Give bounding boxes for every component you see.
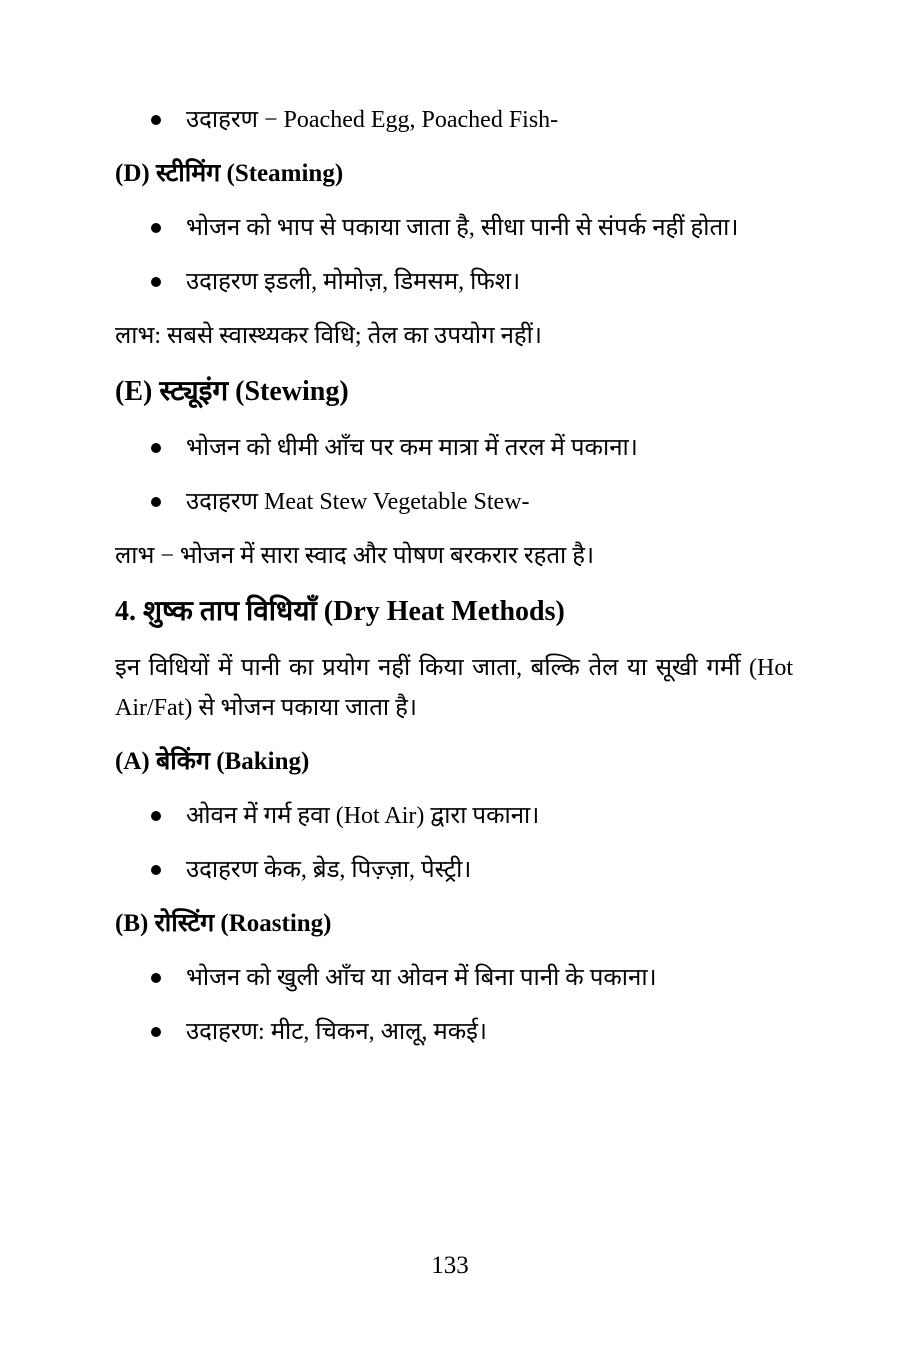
- list-item-text: उदाहरण इडली, मोमोज़, डिमसम, फिश।: [186, 269, 521, 295]
- bullet-icon: [151, 973, 161, 983]
- section-heading-steaming: (D) स्टीमिंग (Steaming): [115, 160, 344, 187]
- section-heading-baking: (A) बेकिंग (Baking): [115, 748, 310, 775]
- page-content: [115, 100, 793, 1066]
- list-item: [115, 1012, 793, 1052]
- list-item-text: उदाहरण Meat Stew Vegetable Stew-: [186, 489, 530, 515]
- intro-paragraph-dry-heat: इन विधियों में पानी का प्रयोग नहीं किया जाता, बल्कि तेल या सूखी गर्मी (Hot Air/Fat) से भोजन पकाया जाता है।: [115, 655, 793, 721]
- benefit-note-steaming: लाभ: सबसे स्वास्थ्यकर विधि; तेल का उपयोग नहीं।: [115, 323, 542, 349]
- list-item: [115, 428, 793, 468]
- bullet-icon: [151, 497, 161, 507]
- list-item-text: भोजन को खुली आँच या ओवन में बिना पानी के पकाना।: [186, 965, 657, 991]
- list-item-text: भोजन को धीमी आँच पर कम मात्रा में तरल में पकाना।: [186, 435, 638, 461]
- list-item: [115, 850, 793, 890]
- list-item-text: उदाहरण: मीट, चिकन, आलू, मकई।: [186, 1019, 488, 1045]
- list-item-text: ओवन में गर्म हवा (Hot Air) द्वारा पकाना।: [186, 803, 540, 829]
- bullet-icon: [151, 443, 161, 453]
- list-item: [115, 208, 793, 248]
- list-item: [115, 100, 793, 140]
- bullet-icon: [151, 115, 161, 125]
- list-item-text: उदाहरण − Poached Egg, Poached Fish-: [186, 107, 559, 133]
- page-number: 133: [431, 1252, 469, 1279]
- section-heading-roasting: (B) रोस्टिंग (Roasting): [115, 910, 332, 937]
- bullet-icon: [151, 223, 161, 233]
- list-item-text: भोजन को भाप से पकाया जाता है, सीधा पानी से संपर्क नहीं होता।: [186, 215, 739, 241]
- list-item: [115, 482, 793, 522]
- list-item: [115, 796, 793, 836]
- list-item: [115, 958, 793, 998]
- list-item-text: उदाहरण केक, ब्रेड, पिज़्ज़ा, पेस्ट्री।: [186, 857, 472, 883]
- bullet-icon: [151, 1027, 161, 1037]
- list-item: [115, 262, 793, 302]
- benefit-note-stewing: लाभ − भोजन में सारा स्वाद और पोषण बरकरार रहता है।: [115, 543, 595, 569]
- section-heading-dry-heat-methods: 4. शुष्क ताप विधियाँ (Dry Heat Methods): [115, 596, 565, 627]
- bullet-icon: [151, 811, 161, 821]
- section-heading-stewing: (E) स्ट्यूइंग (Stewing): [115, 376, 349, 407]
- bullet-icon: [151, 865, 161, 875]
- bullet-icon: [151, 277, 161, 287]
